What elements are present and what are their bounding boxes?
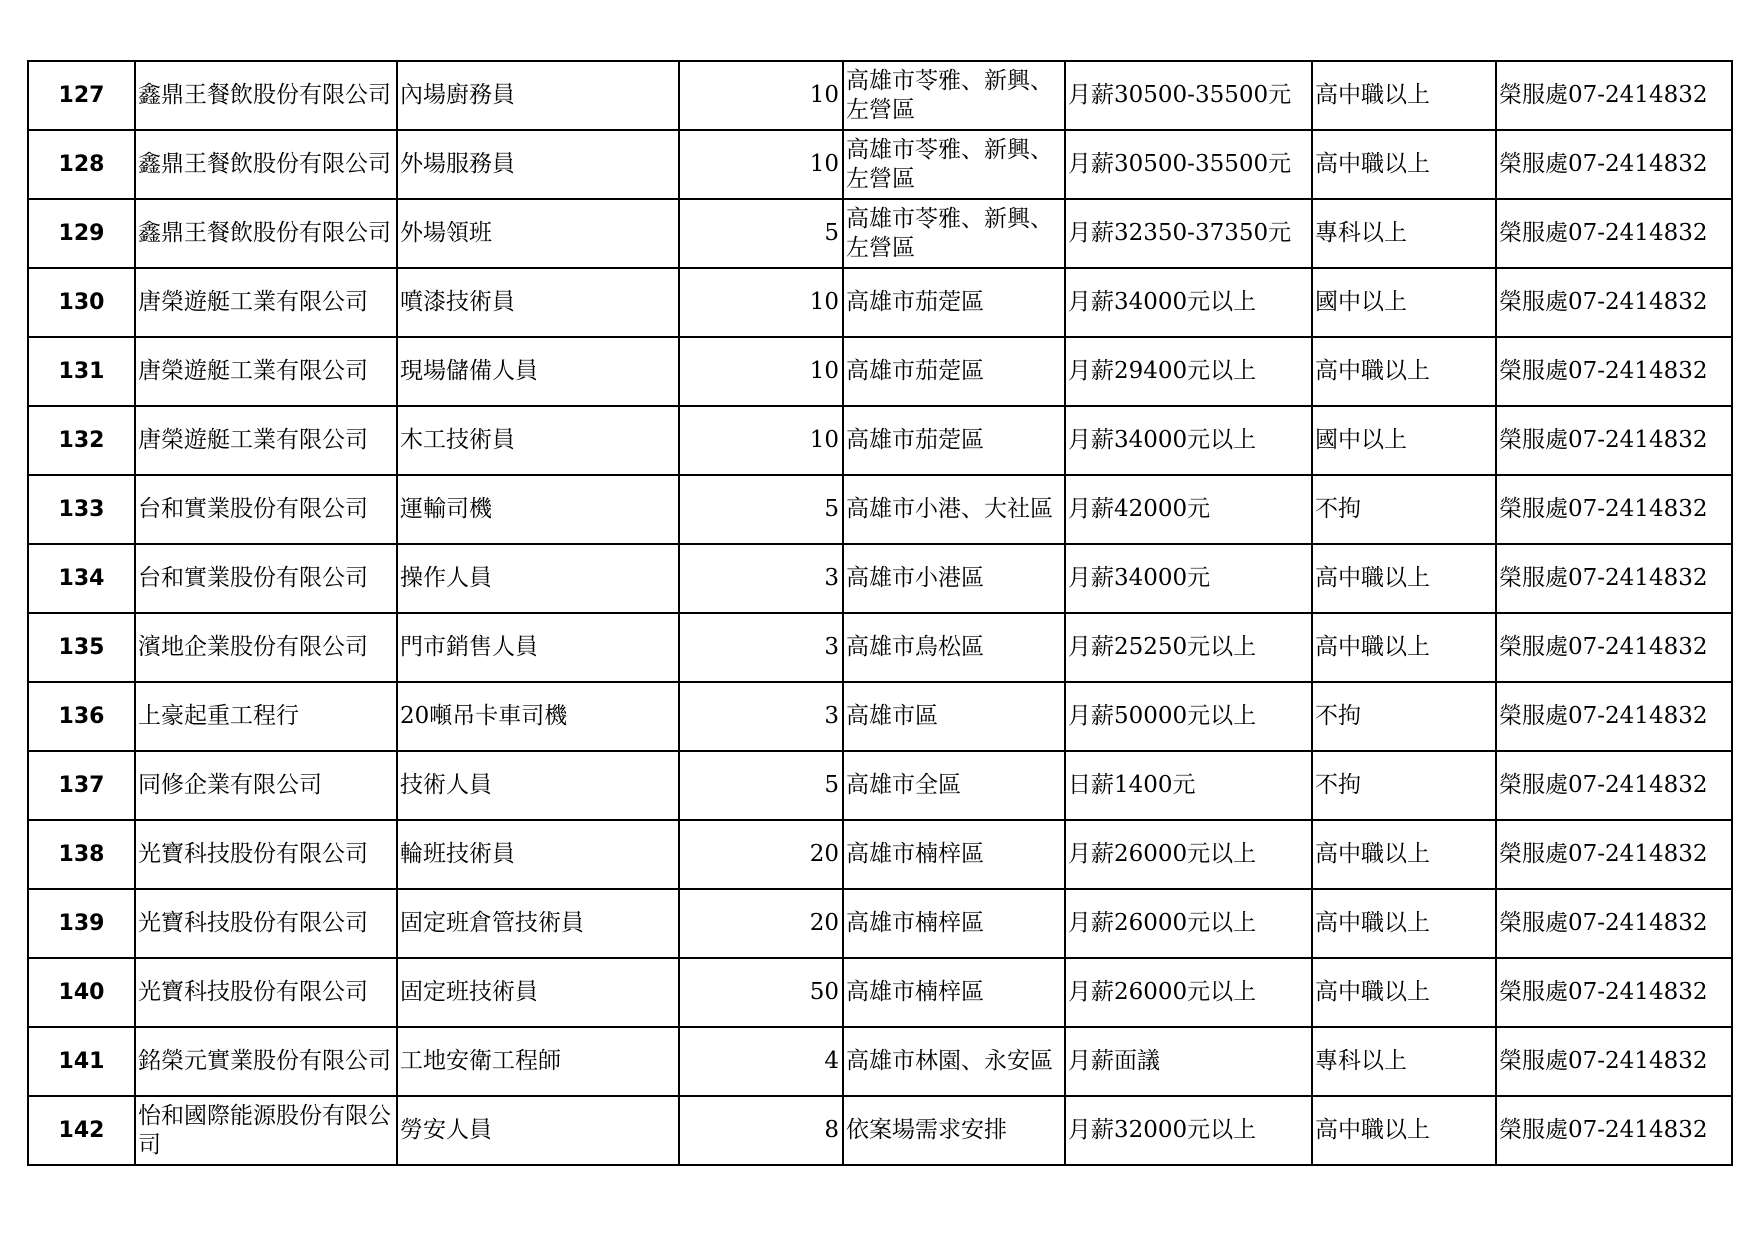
job-title-cell: 操作人員 xyxy=(397,544,679,613)
work-location-cell: 高雄市楠梓區 xyxy=(843,820,1065,889)
salary-cell: 月薪面議 xyxy=(1065,1027,1312,1096)
row-number-cell: 132 xyxy=(28,406,135,475)
salary-cell: 日薪1400元 xyxy=(1065,751,1312,820)
table-row xyxy=(28,406,1732,475)
job-title-cell: 現場儲備人員 xyxy=(397,337,679,406)
work-location-cell: 高雄市茄萣區 xyxy=(843,337,1065,406)
job-title-cell: 工地安衛工程師 xyxy=(397,1027,679,1096)
company-name-cell: 台和實業股份有限公司 xyxy=(135,544,397,613)
job-title-cell: 20噸吊卡車司機 xyxy=(397,682,679,751)
salary-cell: 月薪26000元以上 xyxy=(1065,820,1312,889)
education-requirement-cell: 高中職以上 xyxy=(1312,61,1496,130)
headcount-cell: 5 xyxy=(679,751,843,820)
company-name-cell: 唐榮遊艇工業有限公司 xyxy=(135,268,397,337)
education-requirement-cell: 高中職以上 xyxy=(1312,889,1496,958)
company-name-cell: 怡和國際能源股份有限公司 xyxy=(135,1096,397,1165)
company-name-cell: 鑫鼎王餐飲股份有限公司 xyxy=(135,61,397,130)
job-title-cell: 勞安人員 xyxy=(397,1096,679,1165)
contact-info-cell: 榮服處07-2414832 xyxy=(1496,820,1732,889)
headcount-cell: 10 xyxy=(679,406,843,475)
table-row xyxy=(28,475,1732,544)
table-row xyxy=(28,751,1732,820)
job-title-cell: 門市銷售人員 xyxy=(397,613,679,682)
headcount-cell: 10 xyxy=(679,61,843,130)
job-listing-sheet xyxy=(27,60,1733,1166)
table-row xyxy=(28,61,1732,130)
contact-info-cell: 榮服處07-2414832 xyxy=(1496,268,1732,337)
row-number-cell: 142 xyxy=(28,1096,135,1165)
education-requirement-cell: 不拘 xyxy=(1312,682,1496,751)
table-body xyxy=(28,61,1732,1165)
headcount-cell: 5 xyxy=(679,475,843,544)
company-name-cell: 唐榮遊艇工業有限公司 xyxy=(135,406,397,475)
contact-info-cell: 榮服處07-2414832 xyxy=(1496,613,1732,682)
row-number-cell: 130 xyxy=(28,268,135,337)
row-number-cell: 129 xyxy=(28,199,135,268)
job-title-cell: 固定班倉管技術員 xyxy=(397,889,679,958)
row-number-cell: 134 xyxy=(28,544,135,613)
company-name-cell: 同修企業有限公司 xyxy=(135,751,397,820)
education-requirement-cell: 高中職以上 xyxy=(1312,958,1496,1027)
company-name-cell: 上豪起重工程行 xyxy=(135,682,397,751)
row-number-cell: 128 xyxy=(28,130,135,199)
salary-cell: 月薪34000元以上 xyxy=(1065,406,1312,475)
salary-cell: 月薪30500-35500元 xyxy=(1065,130,1312,199)
table-row xyxy=(28,544,1732,613)
job-title-cell: 噴漆技術員 xyxy=(397,268,679,337)
education-requirement-cell: 高中職以上 xyxy=(1312,337,1496,406)
row-number-cell: 135 xyxy=(28,613,135,682)
contact-info-cell: 榮服處07-2414832 xyxy=(1496,889,1732,958)
work-location-cell: 高雄市楠梓區 xyxy=(843,958,1065,1027)
contact-info-cell: 榮服處07-2414832 xyxy=(1496,544,1732,613)
contact-info-cell: 榮服處07-2414832 xyxy=(1496,751,1732,820)
headcount-cell: 5 xyxy=(679,199,843,268)
table-row xyxy=(28,958,1732,1027)
education-requirement-cell: 高中職以上 xyxy=(1312,613,1496,682)
contact-info-cell: 榮服處07-2414832 xyxy=(1496,406,1732,475)
contact-info-cell: 榮服處07-2414832 xyxy=(1496,475,1732,544)
salary-cell: 月薪34000元以上 xyxy=(1065,268,1312,337)
salary-cell: 月薪26000元以上 xyxy=(1065,958,1312,1027)
education-requirement-cell: 高中職以上 xyxy=(1312,820,1496,889)
work-location-cell: 高雄市全區 xyxy=(843,751,1065,820)
table-row xyxy=(28,1096,1732,1165)
education-requirement-cell: 不拘 xyxy=(1312,751,1496,820)
work-location-cell: 高雄市小港、大社區 xyxy=(843,475,1065,544)
table-row xyxy=(28,820,1732,889)
headcount-cell: 3 xyxy=(679,613,843,682)
job-title-cell: 外場服務員 xyxy=(397,130,679,199)
headcount-cell: 3 xyxy=(679,682,843,751)
job-title-cell: 內場廚務員 xyxy=(397,61,679,130)
headcount-cell: 20 xyxy=(679,820,843,889)
job-title-cell: 技術人員 xyxy=(397,751,679,820)
headcount-cell: 10 xyxy=(679,337,843,406)
headcount-cell: 3 xyxy=(679,544,843,613)
row-number-cell: 138 xyxy=(28,820,135,889)
table-row xyxy=(28,682,1732,751)
job-title-cell: 木工技術員 xyxy=(397,406,679,475)
row-number-cell: 140 xyxy=(28,958,135,1027)
headcount-cell: 4 xyxy=(679,1027,843,1096)
row-number-cell: 141 xyxy=(28,1027,135,1096)
contact-info-cell: 榮服處07-2414832 xyxy=(1496,1027,1732,1096)
table-row xyxy=(28,889,1732,958)
work-location-cell: 高雄市林園、永安區 xyxy=(843,1027,1065,1096)
contact-info-cell: 榮服處07-2414832 xyxy=(1496,61,1732,130)
company-name-cell: 鑫鼎王餐飲股份有限公司 xyxy=(135,199,397,268)
work-location-cell: 高雄市小港區 xyxy=(843,544,1065,613)
headcount-cell: 10 xyxy=(679,130,843,199)
table-row xyxy=(28,613,1732,682)
table-row xyxy=(28,199,1732,268)
education-requirement-cell: 專科以上 xyxy=(1312,199,1496,268)
company-name-cell: 鑫鼎王餐飲股份有限公司 xyxy=(135,130,397,199)
work-location-cell: 高雄市區 xyxy=(843,682,1065,751)
headcount-cell: 50 xyxy=(679,958,843,1027)
work-location-cell: 高雄市苓雅、新興、左營區 xyxy=(843,199,1065,268)
work-location-cell: 高雄市苓雅、新興、左營區 xyxy=(843,61,1065,130)
contact-info-cell: 榮服處07-2414832 xyxy=(1496,958,1732,1027)
row-number-cell: 136 xyxy=(28,682,135,751)
work-location-cell: 高雄市苓雅、新興、左營區 xyxy=(843,130,1065,199)
job-listing-table xyxy=(27,60,1733,1166)
work-location-cell: 高雄市茄萣區 xyxy=(843,406,1065,475)
company-name-cell: 濱地企業股份有限公司 xyxy=(135,613,397,682)
company-name-cell: 唐榮遊艇工業有限公司 xyxy=(135,337,397,406)
salary-cell: 月薪26000元以上 xyxy=(1065,889,1312,958)
job-title-cell: 運輸司機 xyxy=(397,475,679,544)
row-number-cell: 133 xyxy=(28,475,135,544)
company-name-cell: 光寶科技股份有限公司 xyxy=(135,958,397,1027)
headcount-cell: 8 xyxy=(679,1096,843,1165)
contact-info-cell: 榮服處07-2414832 xyxy=(1496,682,1732,751)
company-name-cell: 台和實業股份有限公司 xyxy=(135,475,397,544)
table-row xyxy=(28,1027,1732,1096)
contact-info-cell: 榮服處07-2414832 xyxy=(1496,130,1732,199)
contact-info-cell: 榮服處07-2414832 xyxy=(1496,199,1732,268)
education-requirement-cell: 高中職以上 xyxy=(1312,130,1496,199)
work-location-cell: 高雄市楠梓區 xyxy=(843,889,1065,958)
job-title-cell: 外場領班 xyxy=(397,199,679,268)
headcount-cell: 20 xyxy=(679,889,843,958)
education-requirement-cell: 國中以上 xyxy=(1312,268,1496,337)
company-name-cell: 光寶科技股份有限公司 xyxy=(135,889,397,958)
headcount-cell: 10 xyxy=(679,268,843,337)
education-requirement-cell: 國中以上 xyxy=(1312,406,1496,475)
salary-cell: 月薪50000元以上 xyxy=(1065,682,1312,751)
table-row xyxy=(28,337,1732,406)
work-location-cell: 依案場需求安排 xyxy=(843,1096,1065,1165)
table-row xyxy=(28,268,1732,337)
salary-cell: 月薪32350-37350元 xyxy=(1065,199,1312,268)
company-name-cell: 銘榮元實業股份有限公司 xyxy=(135,1027,397,1096)
job-title-cell: 輪班技術員 xyxy=(397,820,679,889)
education-requirement-cell: 高中職以上 xyxy=(1312,1096,1496,1165)
contact-info-cell: 榮服處07-2414832 xyxy=(1496,1096,1732,1165)
table-row xyxy=(28,130,1732,199)
work-location-cell: 高雄市茄萣區 xyxy=(843,268,1065,337)
education-requirement-cell: 高中職以上 xyxy=(1312,544,1496,613)
salary-cell: 月薪32000元以上 xyxy=(1065,1096,1312,1165)
education-requirement-cell: 專科以上 xyxy=(1312,1027,1496,1096)
row-number-cell: 137 xyxy=(28,751,135,820)
salary-cell: 月薪25250元以上 xyxy=(1065,613,1312,682)
job-title-cell: 固定班技術員 xyxy=(397,958,679,1027)
salary-cell: 月薪42000元 xyxy=(1065,475,1312,544)
row-number-cell: 131 xyxy=(28,337,135,406)
education-requirement-cell: 不拘 xyxy=(1312,475,1496,544)
salary-cell: 月薪29400元以上 xyxy=(1065,337,1312,406)
work-location-cell: 高雄市鳥松區 xyxy=(843,613,1065,682)
salary-cell: 月薪34000元 xyxy=(1065,544,1312,613)
row-number-cell: 139 xyxy=(28,889,135,958)
salary-cell: 月薪30500-35500元 xyxy=(1065,61,1312,130)
company-name-cell: 光寶科技股份有限公司 xyxy=(135,820,397,889)
row-number-cell: 127 xyxy=(28,61,135,130)
contact-info-cell: 榮服處07-2414832 xyxy=(1496,337,1732,406)
